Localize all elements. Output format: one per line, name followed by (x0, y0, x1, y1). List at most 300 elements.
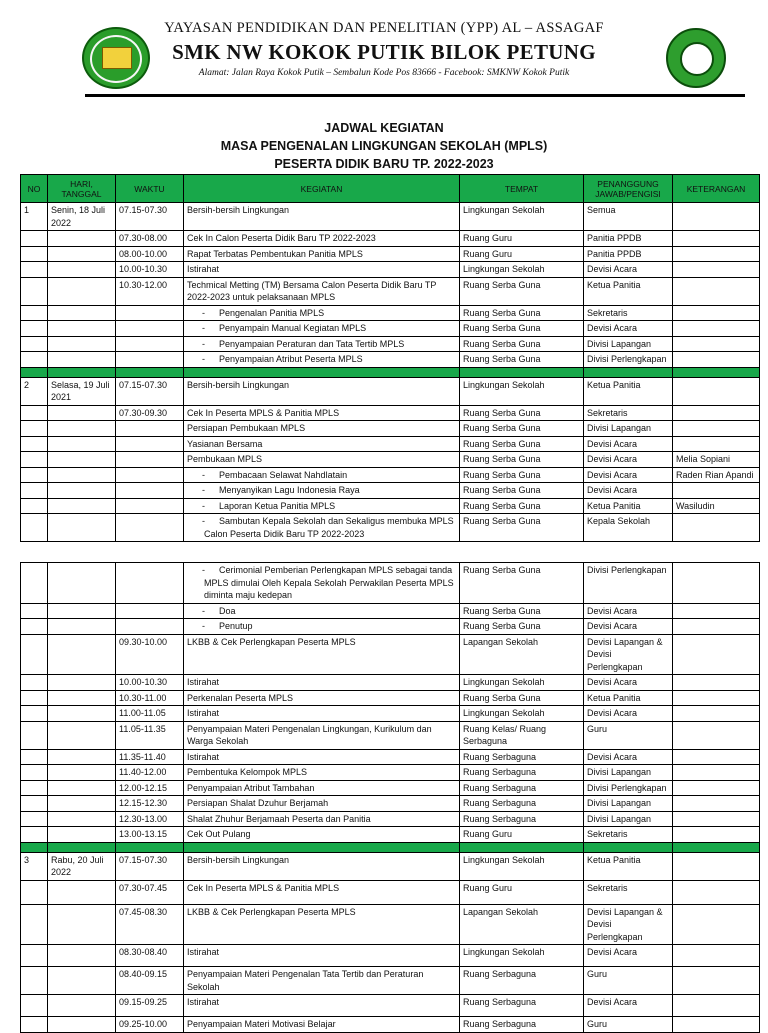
cell-time (116, 352, 184, 368)
cell-no (21, 277, 48, 305)
cell-act: Perkenalan Peserta MPLS (184, 690, 460, 706)
cell-day (48, 514, 116, 542)
cell-day (48, 619, 116, 635)
table-row (21, 675, 760, 691)
cell-no (21, 352, 48, 368)
cell-no (21, 321, 48, 337)
cell-note (673, 967, 760, 995)
cell-no (21, 262, 48, 278)
cell-place: Lingkungan Sekolah (460, 706, 584, 722)
table-row (21, 514, 760, 542)
cell-place: Ruang Serba Guna (460, 305, 584, 321)
table-row (21, 405, 760, 421)
cell-no (21, 1017, 48, 1033)
table-row (21, 690, 760, 706)
table-row (21, 1017, 760, 1033)
cell-pic: Ketua Panitia (584, 377, 673, 405)
cell-day: Selasa, 19 Juli 2021 (48, 377, 116, 405)
cell-place: Ruang Serba Guna (460, 405, 584, 421)
cell-note (673, 231, 760, 247)
table-row (21, 780, 760, 796)
table-row (21, 498, 760, 514)
cell-pic: Devisi Acara (584, 436, 673, 452)
col-no: NO (21, 175, 48, 203)
cell-act: Penyampaian Materi Pengenalan Lingkungan, Kurikulum dan Warga Sekolah (184, 721, 460, 749)
cell-note (673, 765, 760, 781)
cell-no (21, 498, 48, 514)
cell-day (48, 945, 116, 967)
cell-pic: Devisi Acara (584, 467, 673, 483)
cell-day (48, 780, 116, 796)
cell-note (673, 436, 760, 452)
cell-place: Ruang Serba Guna (460, 514, 584, 542)
cell-note: Raden Rian Apandi (673, 467, 760, 483)
cell-no (21, 880, 48, 904)
cell-act: LKBB & Cek Perlengkapan Peserta MPLS (184, 904, 460, 945)
cell-no (21, 603, 48, 619)
cell-pic: Ketua Panitia (584, 277, 673, 305)
doc-year: PESERTA DIDIK BARU TP. 2022-2023 (274, 157, 494, 171)
cell-place: Ruang Serbaguna (460, 995, 584, 1017)
table-row (21, 706, 760, 722)
cell-pic: Devisi Acara (584, 995, 673, 1017)
cell-time: 08.00-10.00 (116, 246, 184, 262)
cell-pic: Devisi Lapangan & Devisi Perlengkapan (584, 634, 673, 675)
cell-time: 07.15-07.30 (116, 203, 184, 231)
table-row (21, 967, 760, 995)
cell-time (116, 467, 184, 483)
table-row (21, 827, 760, 843)
table-header-row (21, 175, 760, 203)
header-rule (85, 94, 745, 97)
cell-act: - Penyampaian Atribut Peserta MPLS (184, 352, 460, 368)
cell-pic: Devisi Acara (584, 675, 673, 691)
table-row (21, 563, 760, 604)
cell-note (673, 675, 760, 691)
cell-place: Ruang Serbaguna (460, 765, 584, 781)
cell-no (21, 405, 48, 421)
cell-note (673, 690, 760, 706)
letterhead (0, 0, 768, 100)
cell-place: Ruang Serba Guna (460, 483, 584, 499)
cell-place: Ruang Serba Guna (460, 603, 584, 619)
cell-day (48, 1017, 116, 1033)
cell-no (21, 765, 48, 781)
cell-time: 07.45-08.30 (116, 904, 184, 945)
cell-act: Yasianan Bersama (184, 436, 460, 452)
cell-place: Ruang Serbaguna (460, 749, 584, 765)
cell-place: Ruang Serbaguna (460, 967, 584, 995)
cell-act: LKBB & Cek Perlengkapan Peserta MPLS (184, 634, 460, 675)
cell-note (673, 995, 760, 1017)
cell-day (48, 336, 116, 352)
cell-act: - Pengenalan Panitia MPLS (184, 305, 460, 321)
table-row (21, 277, 760, 305)
cell-no (21, 619, 48, 635)
table-row (21, 904, 760, 945)
cell-note (673, 780, 760, 796)
table-row (21, 352, 760, 368)
cell-note (673, 827, 760, 843)
cell-no: 1 (21, 203, 48, 231)
cell-place: Ruang Serba Guna (460, 277, 584, 305)
cell-day (48, 675, 116, 691)
cell-day (48, 436, 116, 452)
cell-note (673, 852, 760, 880)
cell-act: Penyampaian Atribut Tambahan (184, 780, 460, 796)
cell-time: 11.00-11.05 (116, 706, 184, 722)
cell-place: Lingkungan Sekolah (460, 377, 584, 405)
cell-act: Pembukaan MPLS (184, 452, 460, 468)
cell-note (673, 321, 760, 337)
cell-time (116, 619, 184, 635)
table-row (21, 603, 760, 619)
cell-place: Lingkungan Sekolah (460, 262, 584, 278)
cell-note (673, 945, 760, 967)
cell-place: Ruang Serbaguna (460, 780, 584, 796)
foundation-name: YAYASAN PENDIDIKAN DAN PENELITIAN (YPP) AL – ASSAGAF (164, 20, 604, 36)
cell-place: Ruang Serba Guna (460, 436, 584, 452)
cell-day (48, 231, 116, 247)
cell-day (48, 690, 116, 706)
table-row (21, 483, 760, 499)
school-name: SMK NW KOKOK PUTIK BILOK PETUNG (172, 40, 596, 64)
cell-pic: Ketua Panitia (584, 690, 673, 706)
cell-day (48, 706, 116, 722)
cell-time (116, 603, 184, 619)
cell-place: Lingkungan Sekolah (460, 852, 584, 880)
cell-day (48, 246, 116, 262)
col-activity: KEGIATAN (184, 175, 460, 203)
cell-note (673, 246, 760, 262)
cell-act: - Doa (184, 603, 460, 619)
cell-place: Ruang Serba Guna (460, 563, 584, 604)
cell-day (48, 634, 116, 675)
cell-place: Ruang Serba Guna (460, 452, 584, 468)
cell-note: Wasiludin (673, 498, 760, 514)
cell-place: Ruang Serbaguna (460, 1017, 584, 1033)
cell-time: 10.00-10.30 (116, 675, 184, 691)
cell-place: Ruang Serbaguna (460, 811, 584, 827)
cell-act: - Laporan Ketua Panitia MPLS (184, 498, 460, 514)
cell-act: Bersih-bersih Lingkungan (184, 852, 460, 880)
table-row (21, 262, 760, 278)
cell-place: Lapangan Sekolah (460, 634, 584, 675)
cell-place: Ruang Guru (460, 231, 584, 247)
table-row (21, 305, 760, 321)
cell-act: Istirahat (184, 675, 460, 691)
cell-place: Lingkungan Sekolah (460, 945, 584, 967)
table-row (21, 436, 760, 452)
cell-note (673, 203, 760, 231)
cell-no (21, 305, 48, 321)
cell-act: Shalat Zhuhur Berjamaah Peserta dan Panitia (184, 811, 460, 827)
cell-pic: Semua (584, 203, 673, 231)
cell-day (48, 262, 116, 278)
cell-note (673, 634, 760, 675)
cell-no (21, 796, 48, 812)
cell-pic: Devisi Acara (584, 619, 673, 635)
cell-day (48, 563, 116, 604)
cell-pic: Divisi Perlengkapan (584, 352, 673, 368)
cell-no (21, 780, 48, 796)
table-row (21, 796, 760, 812)
cell-time: 07.15-07.30 (116, 377, 184, 405)
cell-time: 10.30-11.00 (116, 690, 184, 706)
cell-pic: Sekretaris (584, 880, 673, 904)
cell-pic: Panitia PPDB (584, 246, 673, 262)
cell-no (21, 811, 48, 827)
cell-place: Ruang Serba Guna (460, 421, 584, 437)
cell-act: - Penyampain Manual Kegiatan MPLS (184, 321, 460, 337)
cell-day (48, 603, 116, 619)
cell-note (673, 811, 760, 827)
cell-day (48, 721, 116, 749)
cell-no (21, 336, 48, 352)
cell-pic: Devisi Acara (584, 483, 673, 499)
doc-subtitle: MASA PENGENALAN LINGKUNGAN SEKOLAH (MPLS) (220, 139, 548, 153)
cell-day (48, 321, 116, 337)
cell-act: Istirahat (184, 706, 460, 722)
cell-place: Ruang Serbaguna (460, 796, 584, 812)
cell-time (116, 452, 184, 468)
cell-no (21, 749, 48, 765)
cell-act: Bersih-bersih Lingkungan (184, 203, 460, 231)
cell-time (116, 305, 184, 321)
cell-act: Penyampaian Materi Motivasi Belajar (184, 1017, 460, 1033)
cell-day (48, 498, 116, 514)
cell-pic: Sekretaris (584, 827, 673, 843)
cell-no (21, 690, 48, 706)
cell-act: Istirahat (184, 262, 460, 278)
cell-no (21, 995, 48, 1017)
cell-act: Bersih-bersih Lingkungan (184, 377, 460, 405)
cell-note (673, 405, 760, 421)
cell-no (21, 514, 48, 542)
cell-time: 13.00-13.15 (116, 827, 184, 843)
cell-act: Penyampaian Materi Pengenalan Tata Tertib dan Peraturan Sekolah (184, 967, 460, 995)
cell-day (48, 749, 116, 765)
cell-no (21, 827, 48, 843)
table-row (21, 321, 760, 337)
table-row (21, 377, 760, 405)
cell-place: Ruang Guru (460, 827, 584, 843)
cell-day (48, 483, 116, 499)
cell-day (48, 796, 116, 812)
cell-day (48, 967, 116, 995)
section-separator (21, 367, 760, 377)
cell-act: Cek In Peserta MPLS & Panitia MPLS (184, 405, 460, 421)
cell-note (673, 377, 760, 405)
cell-act: Rapat Terbatas Pembentukan Panitia MPLS (184, 246, 460, 262)
cell-no (21, 483, 48, 499)
cell-pic: Sekretaris (584, 305, 673, 321)
cell-time: 11.35-11.40 (116, 749, 184, 765)
table-row (21, 231, 760, 247)
cell-day (48, 904, 116, 945)
table-row (21, 421, 760, 437)
cell-note (673, 749, 760, 765)
cell-day (48, 765, 116, 781)
cell-time: 10.00-10.30 (116, 262, 184, 278)
cell-act: - Menyanyikan Lagu Indonesia Raya (184, 483, 460, 499)
cell-act: Cek In Peserta MPLS & Panitia MPLS (184, 880, 460, 904)
cell-no (21, 904, 48, 945)
cell-no (21, 967, 48, 995)
cell-pic: Devisi Acara (584, 945, 673, 967)
cell-note (673, 483, 760, 499)
cell-time: 11.40-12.00 (116, 765, 184, 781)
cell-act: - Penyampaian Peraturan dan Tata Tertib MPLS (184, 336, 460, 352)
cell-no (21, 563, 48, 604)
cell-no (21, 634, 48, 675)
cell-time: 08.30-08.40 (116, 945, 184, 967)
cell-day (48, 405, 116, 421)
cell-pic: Divisi Perlengkapan (584, 780, 673, 796)
cell-place: Ruang Serba Guna (460, 467, 584, 483)
cell-note (673, 721, 760, 749)
cell-act: - Pembacaan Selawat Nahdlatain (184, 467, 460, 483)
cell-note: Melia Sopiani (673, 452, 760, 468)
cell-pic: Divisi Lapangan (584, 336, 673, 352)
cell-note (673, 796, 760, 812)
cell-note (673, 336, 760, 352)
table-row (21, 765, 760, 781)
cell-day (48, 467, 116, 483)
cell-act: Cek Out Pulang (184, 827, 460, 843)
cell-place: Ruang Serba Guna (460, 690, 584, 706)
cell-no (21, 421, 48, 437)
cell-no (21, 452, 48, 468)
cell-place: Ruang Guru (460, 880, 584, 904)
col-place: TEMPAT (460, 175, 584, 203)
table-row (21, 852, 760, 880)
cell-place: Ruang Guru (460, 246, 584, 262)
cell-time: 08.40-09.15 (116, 967, 184, 995)
cell-act: Persiapan Pembukaan MPLS (184, 421, 460, 437)
cell-no: 2 (21, 377, 48, 405)
cell-place: Ruang Serba Guna (460, 321, 584, 337)
cell-day (48, 421, 116, 437)
cell-day: Senin, 18 Juli 2022 (48, 203, 116, 231)
cell-act: Istirahat (184, 945, 460, 967)
col-pic: PENANGGUNG JAWAB/PENGISI (584, 175, 673, 203)
table-row (21, 880, 760, 904)
col-day: HARI, TANGGAL (48, 175, 116, 203)
cell-day (48, 277, 116, 305)
cell-pic: Devisi Acara (584, 603, 673, 619)
cell-time: 07.15-07.30 (116, 852, 184, 880)
cell-pic: Guru (584, 967, 673, 995)
cell-pic: Devisi Acara (584, 749, 673, 765)
table-row (21, 721, 760, 749)
cell-no (21, 721, 48, 749)
cell-pic: Divisi Lapangan (584, 811, 673, 827)
col-time: WAKTU (116, 175, 184, 203)
cell-note (673, 262, 760, 278)
table-row (21, 811, 760, 827)
cell-act: Persiapan Shalat Dzuhur Berjamah (184, 796, 460, 812)
cell-time (116, 321, 184, 337)
cell-no (21, 436, 48, 452)
cell-act: - Sambutan Kepala Sekolah dan Sekaligus membuka MPLS Calon Peserta Didik Baru TP 2022-2023 (184, 514, 460, 542)
table-row (21, 203, 760, 231)
cell-no (21, 945, 48, 967)
cell-time: 12.15-12.30 (116, 796, 184, 812)
doc-title: JADWAL KEGIATAN (324, 121, 444, 135)
cell-pic: Ketua Panitia (584, 498, 673, 514)
cell-time (116, 336, 184, 352)
schedule-table-2 (20, 562, 760, 1033)
cell-time: 12.30-13.00 (116, 811, 184, 827)
cell-pic: Devisi Acara (584, 452, 673, 468)
cell-time (116, 421, 184, 437)
cell-note (673, 904, 760, 945)
cell-note (673, 603, 760, 619)
cell-time: 07.30-07.45 (116, 880, 184, 904)
cell-time: 10.30-12.00 (116, 277, 184, 305)
cell-pic: Devisi Acara (584, 321, 673, 337)
cell-pic: Kepala Sekolah (584, 514, 673, 542)
cell-pic: Divisi Perlengkapan (584, 563, 673, 604)
cell-time (116, 563, 184, 604)
table-row (21, 452, 760, 468)
col-note: KETERANGAN (673, 175, 760, 203)
cell-time: 09.30-10.00 (116, 634, 184, 675)
cell-time: 07.30-08.00 (116, 231, 184, 247)
cell-act: - Cerimonial Pemberian Perlengkapan MPLS sebagai tanda MPLS dimulai Oleh Kepala Sekolah Perwakilan Peserta MPLS diminta maju kedepan (184, 563, 460, 604)
cell-place: Lingkungan Sekolah (460, 203, 584, 231)
cell-no (21, 231, 48, 247)
cell-time (116, 483, 184, 499)
cell-note (673, 880, 760, 904)
table-row (21, 634, 760, 675)
cell-act: Istirahat (184, 749, 460, 765)
cell-place: Ruang Serba Guna (460, 498, 584, 514)
table-row (21, 619, 760, 635)
cell-pic: Guru (584, 721, 673, 749)
cell-act: Techmical Metting (TM) Bersama Calon Peserta Didik Baru TP 2022-2023 untuk pelaksanaan MPLS (184, 277, 460, 305)
schedule-table-1 (20, 174, 760, 542)
cell-time (116, 498, 184, 514)
section-separator (21, 842, 760, 852)
cell-no (21, 246, 48, 262)
cell-place: Ruang Serba Guna (460, 619, 584, 635)
cell-time: 09.25-10.00 (116, 1017, 184, 1033)
cell-pic: Guru (584, 1017, 673, 1033)
table-row (21, 749, 760, 765)
cell-pic: Devisi Lapangan & Devisi Perlengkapan (584, 904, 673, 945)
table-row (21, 467, 760, 483)
cell-pic: Panitia PPDB (584, 231, 673, 247)
cell-time (116, 436, 184, 452)
cell-note (673, 514, 760, 542)
cell-pic: Devisi Acara (584, 706, 673, 722)
table-row (21, 945, 760, 967)
cell-day (48, 827, 116, 843)
cell-pic: Divisi Lapangan (584, 796, 673, 812)
cell-place: Ruang Serba Guna (460, 336, 584, 352)
cell-place: Ruang Kelas/ Ruang Serbaguna (460, 721, 584, 749)
cell-note (673, 421, 760, 437)
cell-place: Lapangan Sekolah (460, 904, 584, 945)
cell-note (673, 706, 760, 722)
cell-act: Istirahat (184, 995, 460, 1017)
cell-pic: Ketua Panitia (584, 852, 673, 880)
cell-day (48, 452, 116, 468)
cell-act: Cek In Calon Peserta Didik Baru TP 2022-2023 (184, 231, 460, 247)
cell-day (48, 305, 116, 321)
